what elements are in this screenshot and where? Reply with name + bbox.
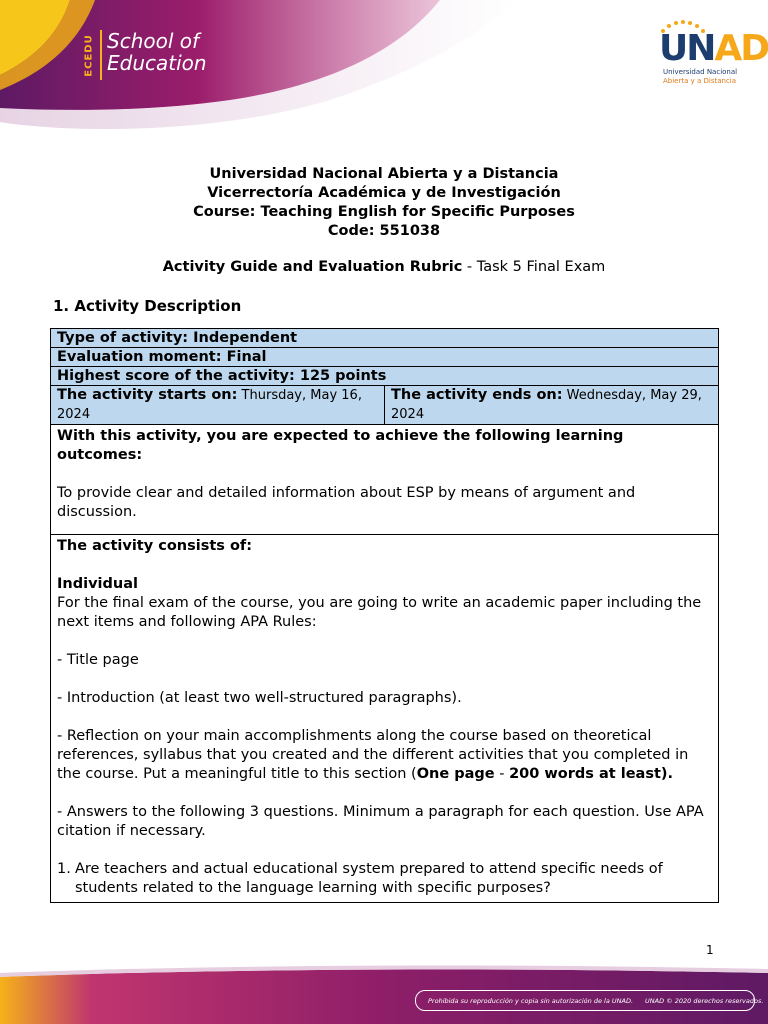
type-of-activity: Type of activity: Independent: [51, 329, 719, 348]
item-introduction: - Introduction (at least two well-structured paragraphs).: [57, 690, 462, 706]
item-title-page: - Title page: [57, 652, 139, 668]
outcomes-heading: With this activity, you are expected to achieve the following learning outcomes:: [57, 428, 624, 463]
activity-table: [50, 328, 719, 903]
vice-rectory: Vicerrectoría Académica y de Investigación: [207, 185, 561, 201]
school-of-education-logo: School of Education: [107, 29, 207, 75]
course-code: Code: 551038: [327, 223, 441, 239]
logo-wordmark: UNAD: [659, 28, 768, 69]
divider: [100, 30, 102, 80]
footer-legal-notice: Prohibida su reproducción y copia sin autorización de la UNAD. UNAD © 2020 derechos reservados.: [415, 990, 755, 1011]
section-heading: 1. Activity Description: [53, 297, 242, 315]
end-date-cell: The activity ends on: Wednesday, May 29, 2024: [385, 386, 719, 425]
consists-heading: The activity consists of:: [57, 538, 253, 554]
course-name: Course: Teaching English for Specific Purposes: [193, 204, 575, 220]
activity-consists-cell: [51, 535, 719, 903]
item-reflection: - Reflection on your main accomplishments along the course based on theoretical references, syllabus that you created and the different activities that you completed in the course. Put a meaningful title to this section (One page - 200 words at least).: [57, 728, 689, 782]
page-header: [0, 0, 768, 140]
evaluation-moment: Evaluation moment: Final: [51, 348, 719, 367]
question-1: 1. Are teachers and actual educational system prepared to attend specific needs of students related to the language learning with specific purposes?: [57, 861, 663, 896]
ecedu-label: ECEDU: [83, 33, 95, 77]
page-number: 1: [706, 943, 714, 957]
guide-title: Activity Guide and Evaluation Rubric - Task 5 Final Exam: [162, 259, 606, 275]
logo-subtitle: Universidad Nacional Abierta y a Distancia: [663, 68, 738, 85]
highest-score: Highest score of the activity: 125 points: [51, 367, 719, 386]
individual-heading: Individual: [57, 576, 138, 592]
start-date-cell: The activity starts on: Thursday, May 16, 2024: [51, 386, 385, 425]
document-title-block: [0, 165, 768, 241]
item-answers: - Answers to the following 3 questions. Minimum a paragraph for each question. Use APA citation if necessary.: [57, 804, 704, 839]
learning-outcomes-cell: [51, 425, 719, 535]
outcomes-text: To provide clear and detailed information about ESP by means of argument and discussion.: [57, 485, 636, 520]
university-name: Universidad Nacional Abierta y a Distancia: [209, 166, 559, 182]
unad-logo: [655, 20, 768, 90]
intro-text: For the final exam of the course, you are going to write an academic paper including the next items and following APA Rules:: [57, 595, 702, 630]
